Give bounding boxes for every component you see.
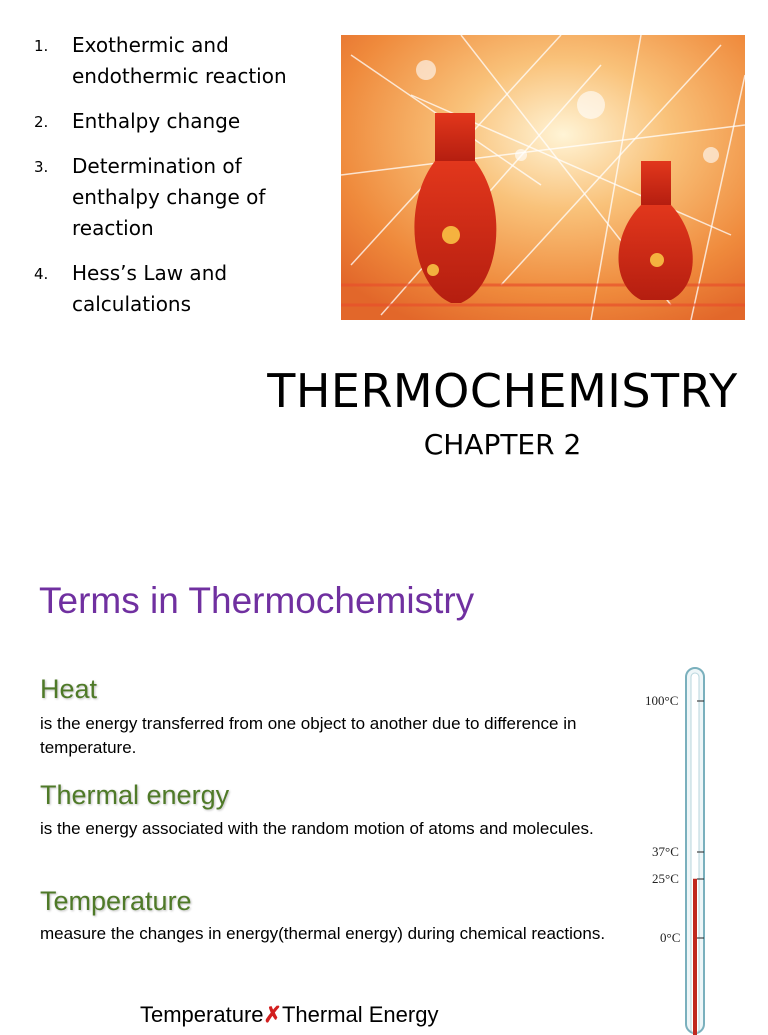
flask-art-svg xyxy=(341,35,745,320)
topic-number: 4. xyxy=(34,265,49,283)
topic-item xyxy=(28,151,328,244)
slide-heading: Terms in Thermochemistry xyxy=(39,580,475,621)
flask-illustration xyxy=(341,35,745,320)
term-body-heat: is the energy transferred from one object to another due to difference in temperature. xyxy=(40,714,577,757)
tick-label-100: 100°C xyxy=(645,693,679,708)
not-equal-icon: ✗ xyxy=(263,1002,282,1027)
page-title: THERMOCHEMISTRY xyxy=(267,364,738,418)
topic-number: 1. xyxy=(34,37,49,55)
topic-item xyxy=(28,30,328,92)
term-body-thermal-energy: is the energy associated with the random motion of atoms and molecules. xyxy=(40,819,594,838)
topic-text: Determination of enthalpy change of reaction xyxy=(72,154,266,240)
topic-number: 2. xyxy=(34,113,49,131)
temperature-vs-thermal-energy xyxy=(140,1002,438,1028)
tick-label-37: 37°C xyxy=(652,844,679,859)
topic-text: Hess’s Law and calculations xyxy=(72,261,228,316)
term-body-temperature: measure the changes in energy(thermal energy) during chemical reactions. xyxy=(40,924,606,943)
topic-text: Exothermic and endothermic reaction xyxy=(72,33,287,88)
slide-terms xyxy=(0,540,768,1027)
topic-item xyxy=(28,106,328,137)
comparison-left: Temperature xyxy=(140,1002,264,1027)
topic-list xyxy=(28,30,328,334)
mercury-column xyxy=(693,879,697,1035)
topic-number: 3. xyxy=(34,158,49,176)
term-title-thermal-energy: Thermal energy xyxy=(40,780,230,810)
thermometer-illustration xyxy=(640,665,750,1035)
term-title-heat: Heat xyxy=(40,674,98,704)
topic-text: Enthalpy change xyxy=(72,109,241,133)
term-title-temperature: Temperature xyxy=(40,886,192,916)
topic-item xyxy=(28,258,328,320)
comparison-right: Thermal Energy xyxy=(281,1002,439,1027)
tick-label-25: 25°C xyxy=(652,871,679,886)
chapter-subtitle: CHAPTER 2 xyxy=(423,428,582,461)
tick-label-0: 0°C xyxy=(660,930,681,945)
